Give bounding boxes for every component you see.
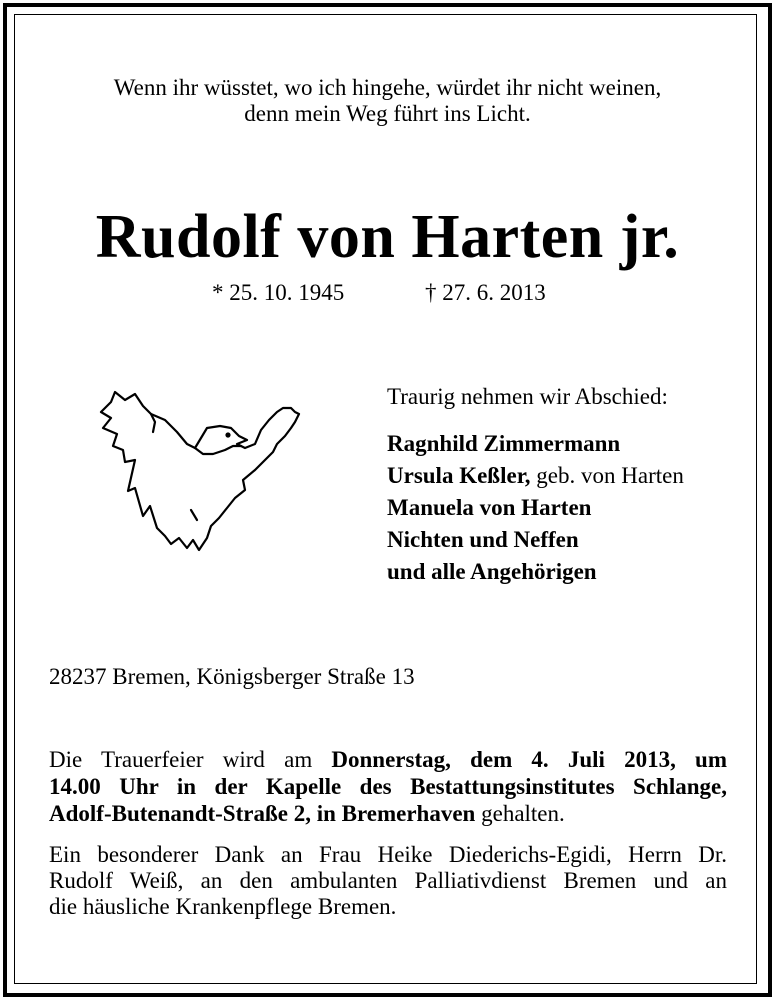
- deceased-name: Rudolf von Harten jr.: [95, 203, 680, 271]
- birth-date: * 25. 10. 1945: [212, 280, 345, 305]
- mourner-1: Ragnhild Zimmermann: [387, 431, 621, 456]
- mourner-3: Manuela von Harten: [387, 495, 592, 520]
- ceremony-location: Adolf-Butenandt-Straße 2, in Bremerhaven: [49, 801, 476, 826]
- ceremony-date: Donnerstag, dem 4. Juli 2013, um: [331, 747, 727, 772]
- thanks-line-1: Ein besonderer Dank an Frau Heike Diederichs-Egidi, Herrn Dr.: [49, 842, 727, 867]
- dove-icon: [95, 388, 310, 558]
- death-date: † 27. 6. 2013: [425, 280, 546, 305]
- ceremony-line-3: [49, 800, 727, 827]
- thanks-line-2: Rudolf Weiß, an den ambulanten Palliativdienst Bremen und an: [49, 868, 727, 893]
- ceremony-notice: [49, 746, 727, 827]
- mourner-2-name: Ursula Keßler,: [387, 463, 531, 488]
- mourning-intro: Traurig nehmen wir Abschied:: [387, 384, 668, 409]
- mourner-2-note: geb. von Harten: [530, 463, 684, 488]
- motto-quote: [0, 75, 775, 127]
- ceremony-intro: Die Trauerfeier wird am: [49, 747, 313, 772]
- thanks-line-3: die häusliche Krankenpflege Bremen.: [49, 894, 397, 919]
- mourner-2: [387, 460, 684, 492]
- motto-line-2: denn mein Weg führt ins Licht.: [244, 101, 531, 126]
- mourner-5: und alle Angehörigen: [387, 559, 597, 584]
- mourners-list: [387, 428, 684, 588]
- mourner-4: Nichten und Neffen: [387, 527, 579, 552]
- ceremony-line-1: [49, 746, 727, 773]
- address: 28237 Bremen, Königsberger Straße 13: [49, 664, 415, 689]
- ceremony-end: gehalten.: [475, 801, 565, 826]
- thanks-notice: [49, 842, 727, 920]
- motto-line-1: Wenn ihr wüsstet, wo ich hingehe, würdet ihr nicht weinen,: [113, 75, 662, 100]
- ceremony-line-2: 14.00 Uhr in der Kapelle des Bestattungsinstitutes Schlange,: [49, 774, 727, 799]
